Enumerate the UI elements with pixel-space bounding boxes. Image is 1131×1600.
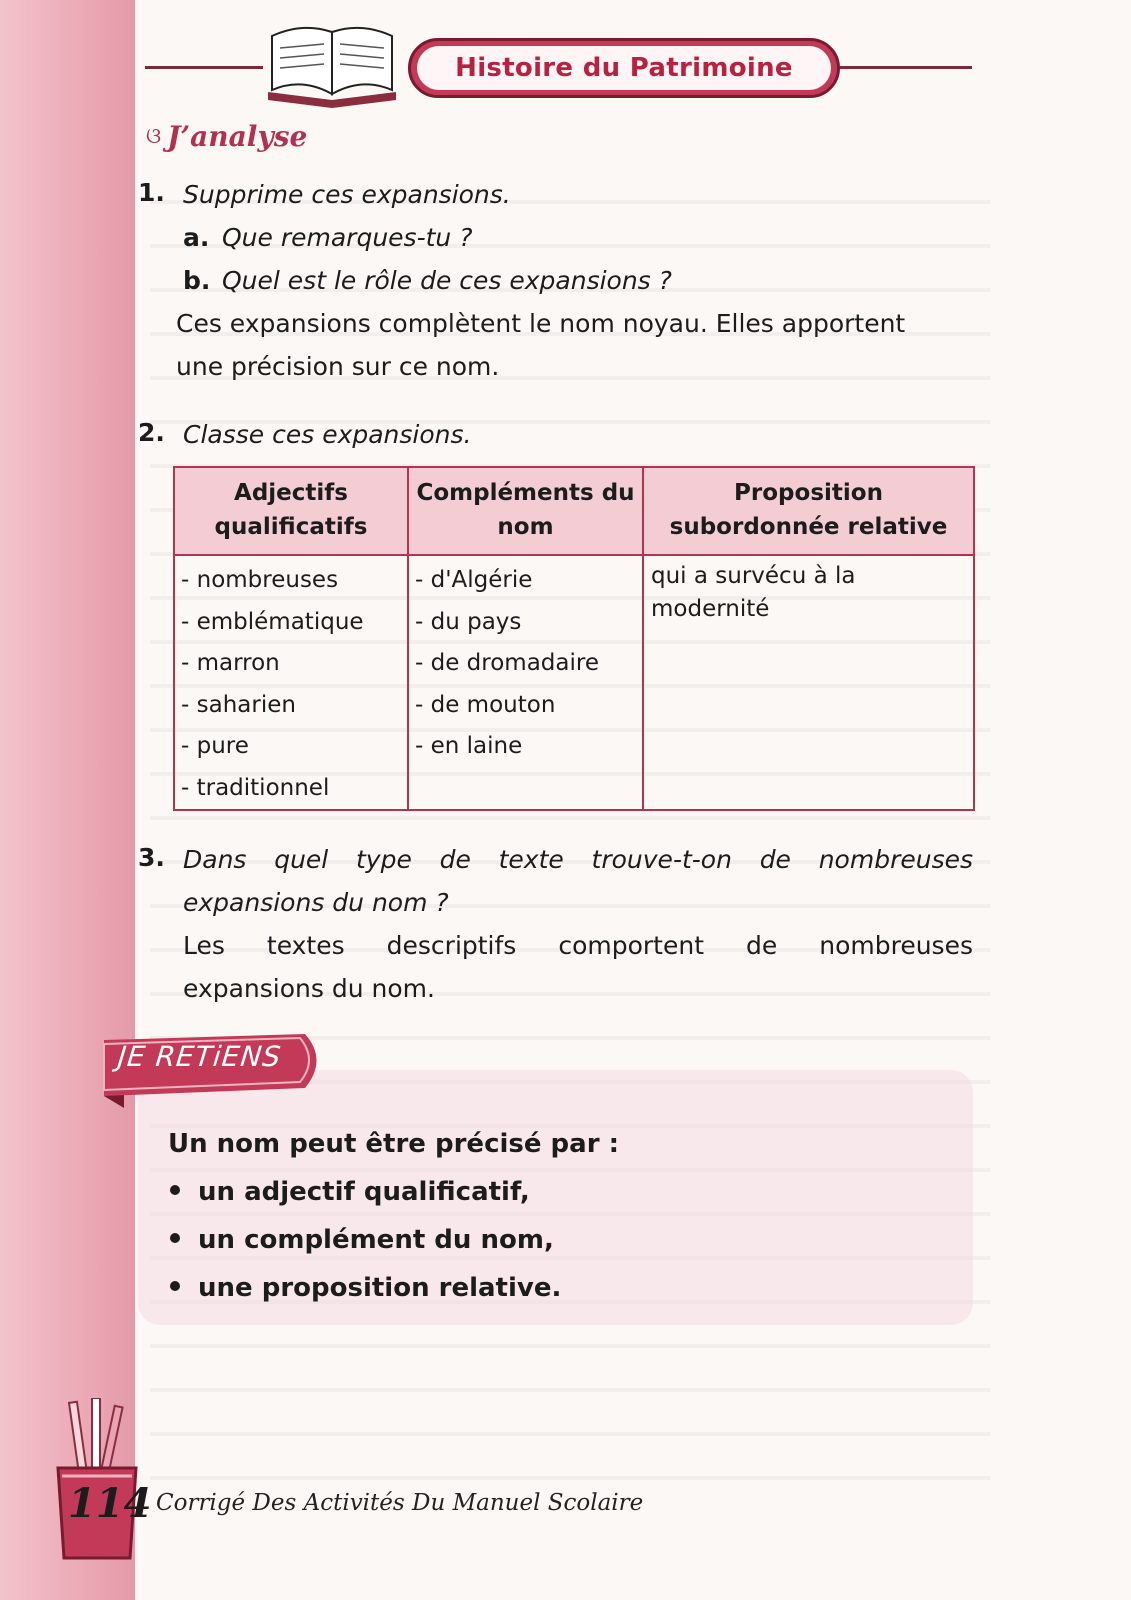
header-adjectifs: Adjectifs qualificatifs <box>214 480 368 540</box>
left-margin-band <box>0 0 135 1600</box>
bullet-icon <box>170 1281 180 1291</box>
je-retiens-badge: JE RETiENS <box>116 1040 284 1073</box>
header-banner <box>408 38 840 98</box>
question-1b-text: Quel est le rôle de ces expansions ? <box>222 266 672 295</box>
list-item: - de mouton <box>415 691 556 718</box>
question-1a-label: a. <box>183 223 210 252</box>
question-3-line-1: Dans quel type de texte trouve-t-on de nombreuses <box>183 845 973 874</box>
retiens-item: un complément du nom, <box>170 1216 554 1264</box>
question-1b-label: b. <box>183 266 211 295</box>
retiens-item: un adjectif qualificatif, <box>170 1168 530 1216</box>
list-item: - de dromadaire <box>415 650 599 676</box>
bullet-icon <box>170 1233 180 1243</box>
scroll-ornament-icon: ଓ <box>146 124 162 149</box>
header-rule-right <box>840 66 972 69</box>
answer-1-line-1: Ces expansions complètent le nom noyau. Elles apportent <box>176 309 906 338</box>
question-2-number: 2. <box>138 418 165 447</box>
adjectifs-column <box>181 560 364 809</box>
list-item: - en laine <box>415 733 523 759</box>
question-1-text: Supprime ces expansions. <box>183 180 511 209</box>
question-3-number: 3. <box>138 843 165 872</box>
list-item: - saharien <box>181 691 296 718</box>
list-item: - traditionnel <box>181 774 330 801</box>
relative-cell: qui a survécu à la modernité <box>651 563 856 622</box>
question-1-number: 1. <box>138 178 165 207</box>
list-item: - emblématique <box>181 608 364 635</box>
header-relative: Proposition subordonnée relative <box>669 480 948 540</box>
list-item: - marron <box>181 650 280 676</box>
question-2-text: Classe ces expansions. <box>183 420 472 449</box>
footer-caption: Corrigé Des Activités Du Manuel Scolaire <box>156 1490 644 1516</box>
page-title: Histoire du Patrimoine <box>455 53 793 83</box>
retiens-item: une proposition relative. <box>170 1264 561 1312</box>
header-complements: Compléments du nom <box>416 480 635 540</box>
expansions-table <box>173 466 975 811</box>
bullet-icon <box>170 1185 180 1195</box>
list-item: - nombreuses <box>181 567 339 593</box>
page-number: 114 <box>68 1480 152 1527</box>
list-item: - pure <box>181 733 249 759</box>
section-title: J’analyse <box>167 120 308 153</box>
open-book-icon <box>262 22 402 108</box>
answer-1-line-2: une précision sur ce nom. <box>176 352 500 381</box>
answer-3-line-1: Les textes descriptifs comportent de nombreuses <box>183 931 973 960</box>
section-heading <box>146 120 307 153</box>
list-item: - d'Algérie <box>415 567 533 593</box>
question-3-line-2: expansions du nom ? <box>183 888 449 917</box>
answer-3-line-2: expansions du nom. <box>183 974 435 1003</box>
complements-column <box>415 560 599 768</box>
question-1a-text: Que remarques-tu ? <box>222 223 473 252</box>
list-item: - du pays <box>415 608 522 635</box>
header-rule-left <box>145 66 263 69</box>
retiens-intro: Un nom peut être précisé par : <box>168 1129 619 1159</box>
